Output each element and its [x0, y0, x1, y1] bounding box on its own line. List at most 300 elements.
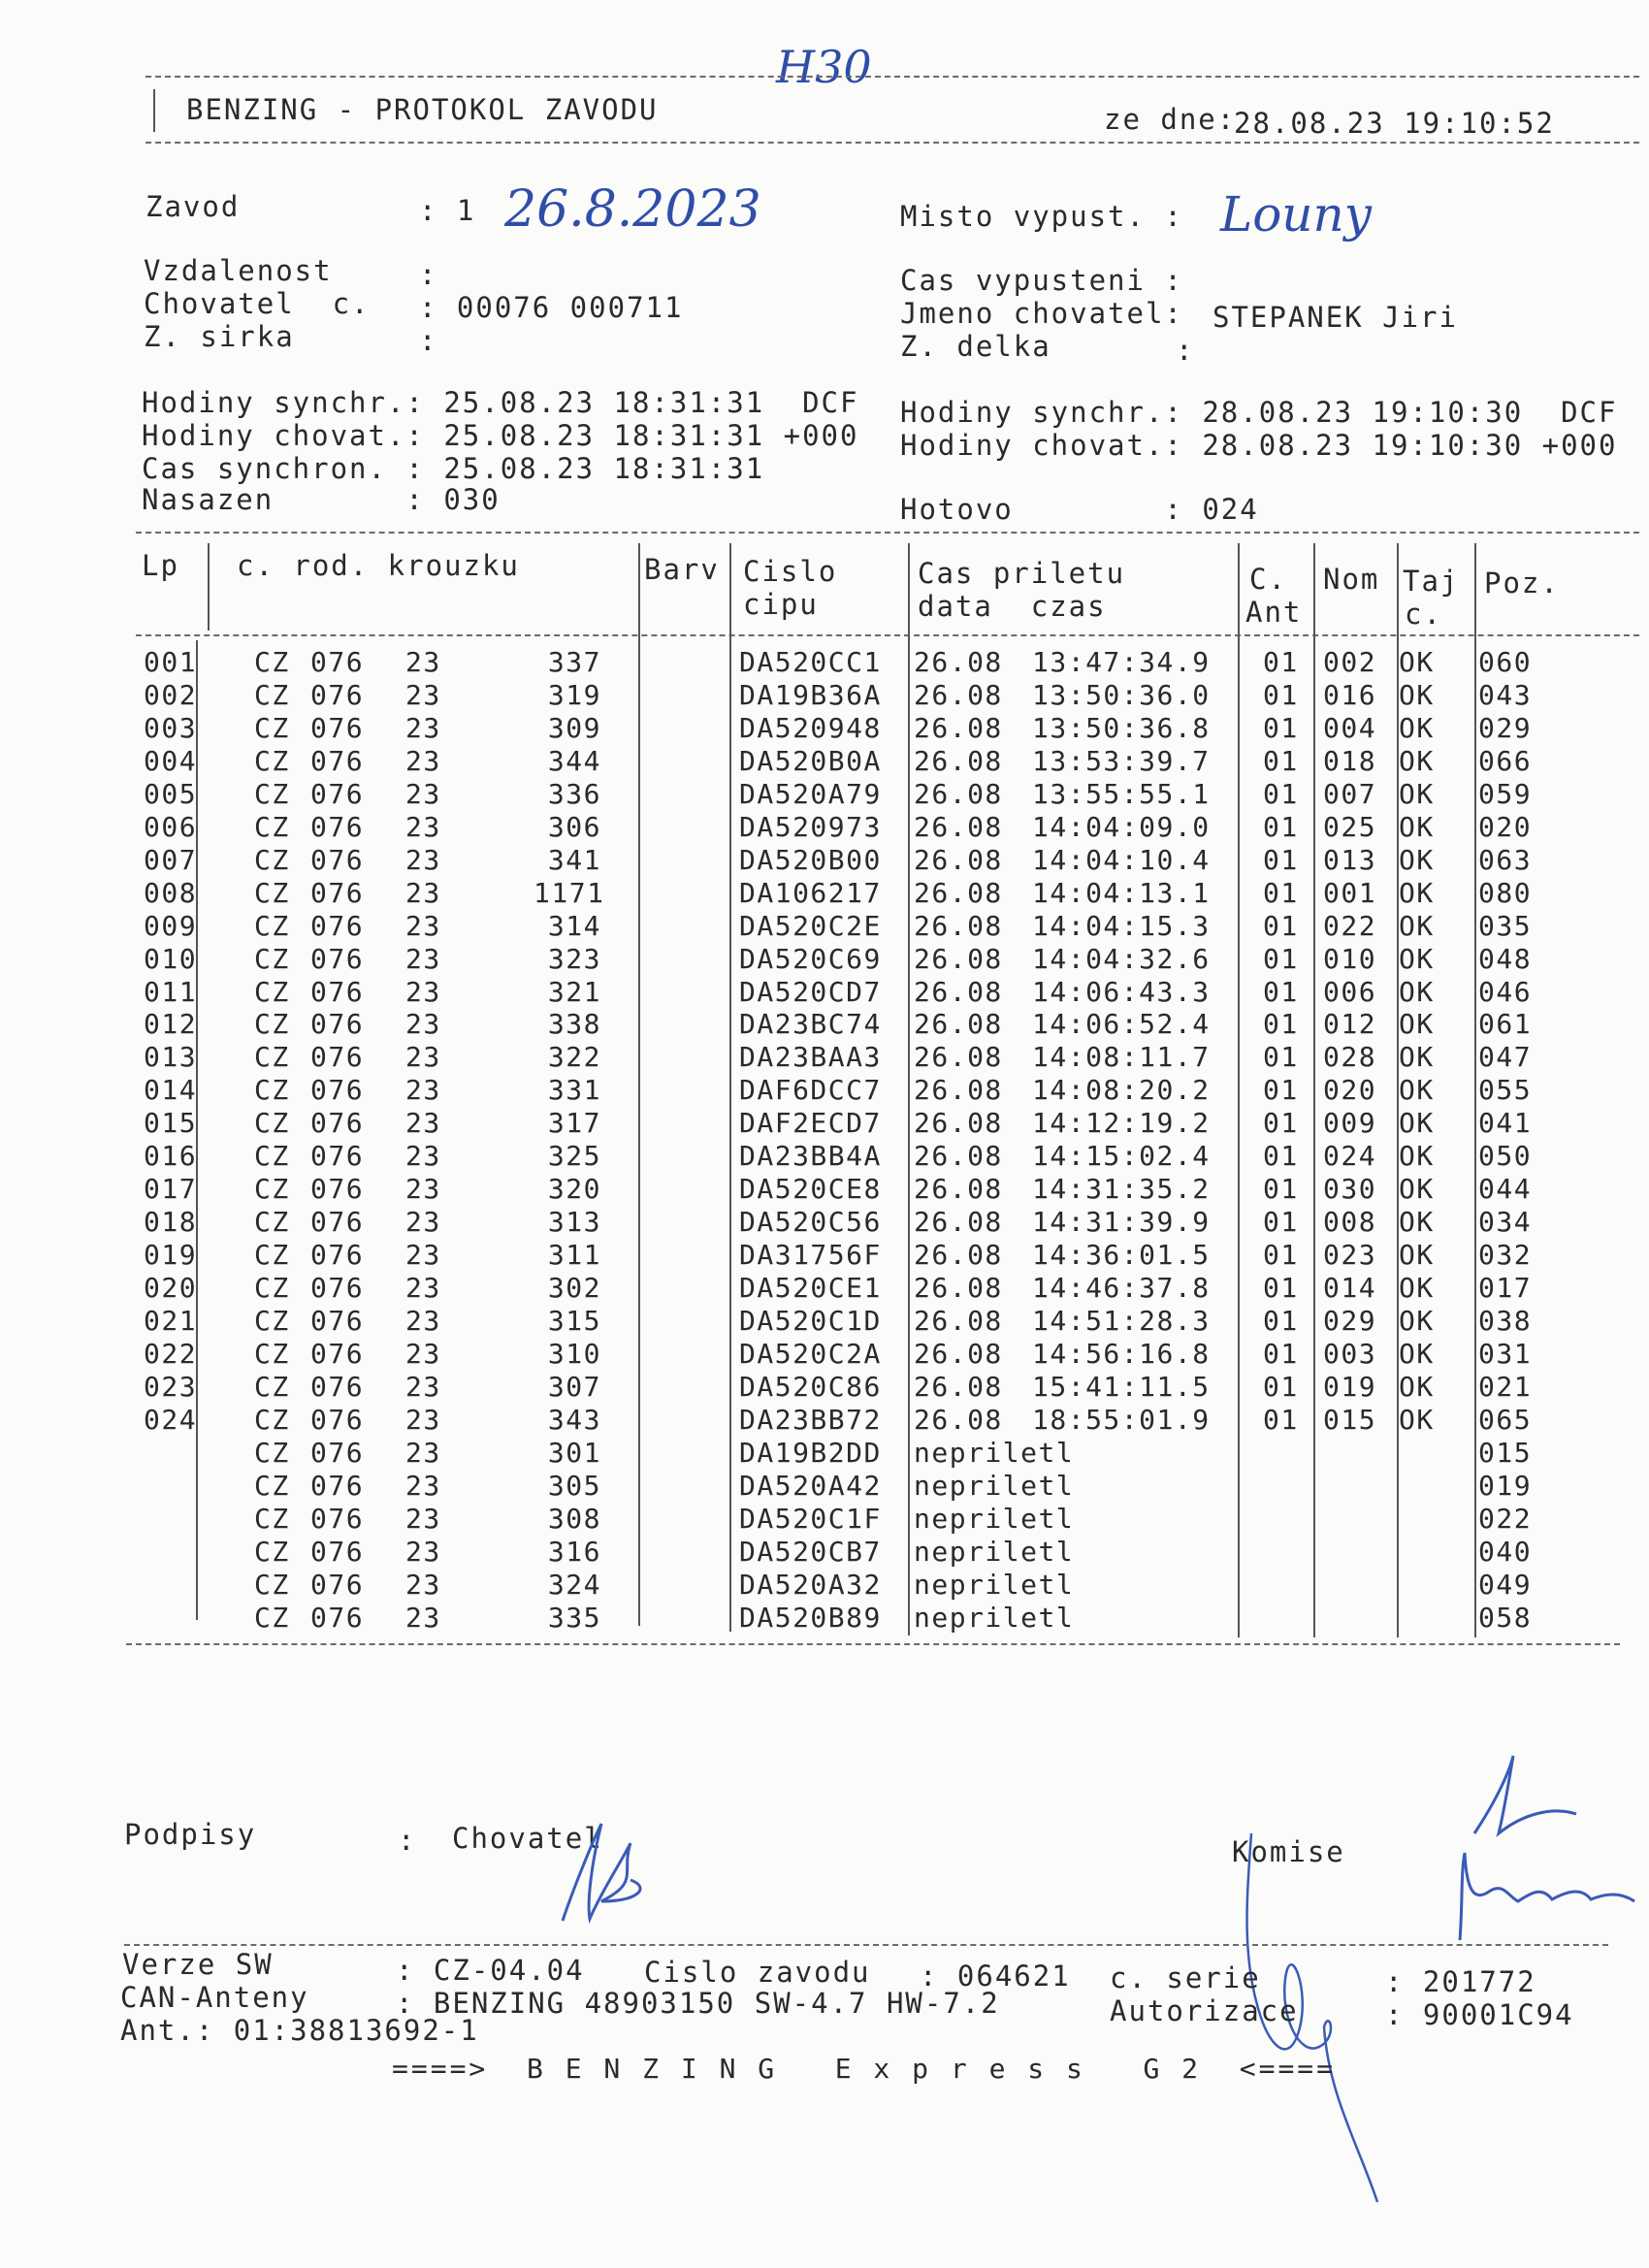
sync-left-line2: Hodiny chovat.: 25.08.23 18:31:31 +000: [142, 419, 859, 452]
verze-label: Verze SW: [122, 1948, 274, 1981]
row-nom: 028: [1323, 1041, 1377, 1074]
sync-left-line3: Cas synchron. : 25.08.23 18:31:31: [142, 452, 765, 485]
row-country: CZ: [254, 1008, 290, 1041]
table-row: [0, 943, 1649, 976]
row-year: 23: [405, 843, 441, 876]
row-country: CZ: [254, 1173, 290, 1206]
row-org: 076: [310, 646, 365, 678]
row-time: 13:55:55.1: [1032, 777, 1211, 810]
row-date: 26.08: [914, 810, 1003, 843]
table-row: [0, 1503, 1649, 1536]
row-position: 043: [1478, 678, 1533, 711]
serie-value: : 201772: [1385, 1965, 1536, 1998]
row-antenna: 01: [1263, 711, 1299, 744]
row-nom: 003: [1323, 1337, 1377, 1370]
col-header-taj-c: c.: [1405, 598, 1442, 631]
row-date: nepriletl: [914, 1436, 1075, 1469]
row-ring-number: 313: [547, 1206, 601, 1239]
row-chip-id: DAF2ECD7: [739, 1107, 882, 1140]
row-taj: OK: [1399, 843, 1435, 876]
table-row: [0, 1602, 1649, 1635]
delka-value: :: [1176, 334, 1195, 367]
row-ring-number: 335: [547, 1601, 601, 1634]
row-lp: 018: [144, 1206, 198, 1239]
row-nom: 012: [1323, 1008, 1377, 1041]
row-taj: OK: [1399, 646, 1435, 678]
row-ring-number: 1171: [534, 876, 605, 909]
cislo-zavodu-label: Cislo zavodu: [644, 1956, 871, 1989]
row-date: 26.08: [914, 678, 1003, 711]
row-date: 26.08: [914, 1008, 1003, 1041]
row-country: CZ: [254, 1074, 290, 1107]
row-country: CZ: [254, 1239, 290, 1272]
row-org: 076: [310, 1107, 365, 1140]
header-left-bar: [153, 89, 155, 132]
row-position: 032: [1478, 1239, 1533, 1272]
row-lp: 006: [144, 810, 198, 843]
cas-vypusteni-label: Cas vypusteni :: [900, 264, 1183, 297]
row-time: 14:12:19.2: [1032, 1107, 1211, 1140]
row-nom: 002: [1323, 646, 1377, 678]
table-row: [0, 1206, 1649, 1239]
row-position: 050: [1478, 1140, 1533, 1173]
row-antenna: 01: [1263, 646, 1299, 678]
row-org: 076: [310, 1568, 365, 1601]
row-position: 040: [1478, 1535, 1533, 1568]
row-time: 14:04:32.6: [1032, 942, 1211, 975]
autorizace-value: : 90001C94: [1385, 1998, 1574, 2031]
row-ring-number: 309: [547, 711, 601, 744]
row-year: 23: [405, 1502, 441, 1535]
row-lp: 007: [144, 843, 198, 876]
row-org: 076: [310, 942, 365, 975]
row-taj: OK: [1399, 942, 1435, 975]
header-top-rule: [146, 76, 1639, 78]
row-position: 041: [1478, 1107, 1533, 1140]
row-org: 076: [310, 711, 365, 744]
col-header-c: C.: [1249, 563, 1287, 596]
row-lp: 002: [144, 678, 198, 711]
row-org: 076: [310, 843, 365, 876]
row-ring-number: 338: [547, 1008, 601, 1041]
row-year: 23: [405, 1436, 441, 1469]
row-org: 076: [310, 1074, 365, 1107]
row-date: 26.08: [914, 744, 1003, 777]
row-year: 23: [405, 711, 441, 744]
row-date: 26.08: [914, 1370, 1003, 1403]
row-year: 23: [405, 1074, 441, 1107]
table-row: [0, 1437, 1649, 1470]
row-position: 019: [1478, 1469, 1533, 1502]
row-chip-id: DA19B36A: [739, 678, 882, 711]
row-country: CZ: [254, 711, 290, 744]
row-org: 076: [310, 1206, 365, 1239]
col-header-data-czas: data czas: [918, 590, 1107, 623]
footer-top-rule: [124, 1944, 1608, 1946]
row-position: 048: [1478, 942, 1533, 975]
row-time: 14:08:20.2: [1032, 1074, 1211, 1107]
row-org: 076: [310, 1601, 365, 1634]
row-year: 23: [405, 1140, 441, 1173]
row-antenna: 01: [1263, 1239, 1299, 1272]
row-org: 076: [310, 1239, 365, 1272]
row-taj: OK: [1399, 1107, 1435, 1140]
table-row: [0, 1008, 1649, 1041]
row-chip-id: DA23BC74: [739, 1008, 882, 1041]
vzdalenost-value: :: [419, 258, 438, 291]
row-chip-id: DA520A42: [739, 1469, 882, 1502]
benzing-banner: ====> B E N Z I N G E x p r e s s G 2 <====: [392, 2053, 1337, 2085]
sync-right-line4: Hotovo : 024: [900, 493, 1259, 526]
row-time: 14:46:37.8: [1032, 1272, 1211, 1305]
col-header-poz: Poz.: [1484, 567, 1560, 599]
row-position: 059: [1478, 777, 1533, 810]
row-org: 076: [310, 1173, 365, 1206]
row-year: 23: [405, 1173, 441, 1206]
row-antenna: 01: [1263, 1403, 1299, 1436]
row-year: 23: [405, 1403, 441, 1436]
sirka-label: Z. sirka: [144, 320, 295, 353]
table-row: [0, 1371, 1649, 1404]
row-year: 23: [405, 744, 441, 777]
table-row: [0, 1338, 1649, 1371]
row-position: 021: [1478, 1370, 1533, 1403]
row-org: 076: [310, 1008, 365, 1041]
row-taj: OK: [1399, 1272, 1435, 1305]
col-header-barv: Barv: [644, 553, 720, 586]
row-country: CZ: [254, 744, 290, 777]
row-time: 14:51:28.3: [1032, 1305, 1211, 1337]
row-country: CZ: [254, 1436, 290, 1469]
row-date: nepriletl: [914, 1469, 1075, 1502]
row-taj: OK: [1399, 810, 1435, 843]
table-row: [0, 1140, 1649, 1173]
row-time: 13:47:34.9: [1032, 646, 1211, 678]
row-antenna: 01: [1263, 678, 1299, 711]
row-ring-number: 323: [547, 942, 601, 975]
row-year: 23: [405, 1601, 441, 1634]
row-chip-id: DA520948: [739, 711, 882, 744]
row-nom: 006: [1323, 975, 1377, 1008]
row-chip-id: DA23BAA3: [739, 1041, 882, 1074]
table-row: [0, 1074, 1649, 1107]
row-org: 076: [310, 777, 365, 810]
can-anteny-value: : BENZING 48903150 SW-4.7 HW-7.2: [396, 1987, 1000, 2020]
row-year: 23: [405, 1337, 441, 1370]
row-org: 076: [310, 1370, 365, 1403]
row-chip-id: DA520973: [739, 810, 882, 843]
row-taj: OK: [1399, 1173, 1435, 1206]
col-header-ring: c. rod. krouzku: [237, 549, 520, 582]
row-nom: 018: [1323, 744, 1377, 777]
row-country: CZ: [254, 1568, 290, 1601]
row-nom: 015: [1323, 1403, 1377, 1436]
row-time: 14:04:09.0: [1032, 810, 1211, 843]
row-year: 23: [405, 909, 441, 942]
col-header-lp: Lp: [142, 549, 179, 582]
row-ring-number: 337: [547, 646, 601, 678]
row-org: 076: [310, 1535, 365, 1568]
row-date: 26.08: [914, 975, 1003, 1008]
row-lp: 017: [144, 1173, 198, 1206]
row-position: 034: [1478, 1206, 1533, 1239]
row-lp: 020: [144, 1272, 198, 1305]
row-org: 076: [310, 1140, 365, 1173]
row-lp: 005: [144, 777, 198, 810]
row-taj: OK: [1399, 1074, 1435, 1107]
row-year: 23: [405, 1568, 441, 1601]
table-row: [0, 1107, 1649, 1140]
row-taj: OK: [1399, 1140, 1435, 1173]
table-row: [0, 1173, 1649, 1206]
row-year: 23: [405, 1370, 441, 1403]
row-org: 076: [310, 1337, 365, 1370]
table-row: [0, 1041, 1649, 1074]
row-country: CZ: [254, 1535, 290, 1568]
row-position: 029: [1478, 711, 1533, 744]
misto-vypust-label: Misto vypust. :: [900, 200, 1183, 233]
row-lp: 003: [144, 711, 198, 744]
row-country: CZ: [254, 1140, 290, 1173]
row-ring-number: 311: [547, 1239, 601, 1272]
row-time: 13:50:36.8: [1032, 711, 1211, 744]
row-year: 23: [405, 1239, 441, 1272]
report-date-value: 28.08.23 19:10:52: [1234, 107, 1555, 140]
cislo-zavodu-value: : 064621: [920, 1960, 1071, 1993]
signature-komise-label: Komise: [1232, 1835, 1345, 1868]
row-year: 23: [405, 942, 441, 975]
row-position: 055: [1478, 1074, 1533, 1107]
row-position: 063: [1478, 843, 1533, 876]
row-taj: OK: [1399, 1008, 1435, 1041]
row-lp: 008: [144, 876, 198, 909]
signatures-label: Podpisy: [124, 1818, 257, 1851]
row-time: 14:04:13.1: [1032, 876, 1211, 909]
row-date: nepriletl: [914, 1502, 1075, 1535]
handwritten-release-place: Louny: [1220, 186, 1372, 243]
row-chip-id: DA520C1F: [739, 1502, 882, 1535]
row-lp: 024: [144, 1403, 198, 1436]
row-chip-id: DA520B00: [739, 843, 882, 876]
handwritten-race-number: H30: [776, 41, 872, 93]
row-nom: 004: [1323, 711, 1377, 744]
row-taj: OK: [1399, 1041, 1435, 1074]
row-time: 14:04:15.3: [1032, 909, 1211, 942]
row-org: 076: [310, 1469, 365, 1502]
row-time: 14:06:52.4: [1032, 1008, 1211, 1041]
row-time: 15:41:11.5: [1032, 1370, 1211, 1403]
row-org: 076: [310, 909, 365, 942]
row-antenna: 01: [1263, 1008, 1299, 1041]
row-antenna: 01: [1263, 942, 1299, 975]
row-taj: OK: [1399, 876, 1435, 909]
row-antenna: 01: [1263, 843, 1299, 876]
row-taj: OK: [1399, 1370, 1435, 1403]
row-ring-number: 319: [547, 678, 601, 711]
row-nom: 030: [1323, 1173, 1377, 1206]
row-position: 017: [1478, 1272, 1533, 1305]
row-ring-number: 310: [547, 1337, 601, 1370]
row-ring-number: 331: [547, 1074, 601, 1107]
row-ring-number: 314: [547, 909, 601, 942]
row-date: 26.08: [914, 1337, 1003, 1370]
row-lp: 015: [144, 1107, 198, 1140]
row-antenna: 01: [1263, 1272, 1299, 1305]
col-header-taj: Taj: [1403, 565, 1460, 598]
row-country: CZ: [254, 1502, 290, 1535]
row-nom: 023: [1323, 1239, 1377, 1272]
row-date: 26.08: [914, 1173, 1003, 1206]
row-year: 23: [405, 810, 441, 843]
sync-right-line2: Hodiny chovat.: 28.08.23 19:10:30 +000: [900, 429, 1618, 462]
row-year: 23: [405, 975, 441, 1008]
row-ring-number: 336: [547, 777, 601, 810]
row-antenna: 01: [1263, 1041, 1299, 1074]
row-time: 14:36:01.5: [1032, 1239, 1211, 1272]
row-date: 26.08: [914, 843, 1003, 876]
table-row: [0, 1569, 1649, 1602]
sync-left-line1: Hodiny synchr.: 25.08.23 18:31:31 DCF: [142, 386, 859, 419]
row-year: 23: [405, 1008, 441, 1041]
row-country: CZ: [254, 843, 290, 876]
table-row: [0, 745, 1649, 778]
row-date: 26.08: [914, 909, 1003, 942]
row-chip-id: DA31756F: [739, 1239, 882, 1272]
row-country: CZ: [254, 810, 290, 843]
row-country: CZ: [254, 1469, 290, 1502]
row-position: 058: [1478, 1601, 1533, 1634]
table-row: [0, 778, 1649, 811]
row-ring-number: 305: [547, 1469, 601, 1502]
row-year: 23: [405, 1041, 441, 1074]
row-taj: OK: [1399, 744, 1435, 777]
row-date: 26.08: [914, 1239, 1003, 1272]
row-position: 049: [1478, 1568, 1533, 1601]
row-nom: 016: [1323, 678, 1377, 711]
row-nom: 020: [1323, 1074, 1377, 1107]
row-chip-id: DA520CD7: [739, 975, 882, 1008]
row-taj: OK: [1399, 1206, 1435, 1239]
row-antenna: 01: [1263, 1173, 1299, 1206]
table-row: [0, 811, 1649, 844]
row-date: 26.08: [914, 1206, 1003, 1239]
row-taj: OK: [1399, 678, 1435, 711]
row-time: 14:15:02.4: [1032, 1140, 1211, 1173]
row-time: 14:56:16.8: [1032, 1337, 1211, 1370]
row-year: 23: [405, 1107, 441, 1140]
table-row: [0, 1239, 1649, 1272]
row-taj: OK: [1399, 975, 1435, 1008]
row-country: CZ: [254, 1370, 290, 1403]
row-taj: OK: [1399, 711, 1435, 744]
row-position: 066: [1478, 744, 1533, 777]
row-lp: 001: [144, 646, 198, 678]
row-org: 076: [310, 876, 365, 909]
row-year: 23: [405, 646, 441, 678]
row-country: CZ: [254, 876, 290, 909]
row-lp: 021: [144, 1305, 198, 1337]
row-chip-id: DA520B89: [739, 1601, 882, 1634]
table-row: [0, 877, 1649, 910]
row-lp: 010: [144, 942, 198, 975]
row-chip-id: DA520CE1: [739, 1272, 882, 1305]
table-row: [0, 1305, 1649, 1338]
table-top-rule: [136, 532, 1639, 534]
row-antenna: 01: [1263, 1305, 1299, 1337]
chovatel-value: : 00076 000711: [419, 291, 684, 324]
row-time: 14:31:39.9: [1032, 1206, 1211, 1239]
row-ring-number: 315: [547, 1305, 601, 1337]
row-antenna: 01: [1263, 777, 1299, 810]
row-position: 022: [1478, 1502, 1533, 1535]
row-year: 23: [405, 1272, 441, 1305]
row-time: 14:31:35.2: [1032, 1173, 1211, 1206]
row-country: CZ: [254, 678, 290, 711]
row-chip-id: DA520C2E: [739, 909, 882, 942]
row-chip-id: DA520C86: [739, 1370, 882, 1403]
row-antenna: 01: [1263, 909, 1299, 942]
row-ring-number: 302: [547, 1272, 601, 1305]
row-country: CZ: [254, 1206, 290, 1239]
row-date: 26.08: [914, 1403, 1003, 1436]
row-chip-id: DA106217: [739, 876, 882, 909]
row-date: 26.08: [914, 1272, 1003, 1305]
row-lp: 019: [144, 1239, 198, 1272]
row-org: 076: [310, 975, 365, 1008]
row-chip-id: DA520A79: [739, 777, 882, 810]
signatures-colon: :: [398, 1824, 417, 1857]
table-bottom-rule: [126, 1643, 1620, 1645]
col-divider: [208, 543, 210, 631]
row-ring-number: 316: [547, 1535, 601, 1568]
sirka-value: :: [419, 324, 438, 357]
row-chip-id: DA520C1D: [739, 1305, 882, 1337]
row-country: CZ: [254, 646, 290, 678]
row-ring-number: 321: [547, 975, 601, 1008]
row-ring-number: 301: [547, 1436, 601, 1469]
row-position: 038: [1478, 1305, 1533, 1337]
row-antenna: 01: [1263, 975, 1299, 1008]
row-lp: 013: [144, 1041, 198, 1074]
row-time: 14:06:43.3: [1032, 975, 1211, 1008]
zavod-label: Zavod: [146, 190, 241, 223]
row-chip-id: DA520CC1: [739, 646, 882, 678]
row-date: 26.08: [914, 1305, 1003, 1337]
row-position: 061: [1478, 1008, 1533, 1041]
row-org: 076: [310, 1305, 365, 1337]
row-year: 23: [405, 876, 441, 909]
serie-label: c. serie: [1110, 1961, 1261, 1994]
row-lp: 004: [144, 744, 198, 777]
table-row: [0, 646, 1649, 679]
row-ring-number: 317: [547, 1107, 601, 1140]
committee-signature-top: [1455, 1746, 1581, 1843]
row-ring-number: 320: [547, 1173, 601, 1206]
jmeno-value: STEPANEK Jiri: [1212, 301, 1458, 334]
row-nom: 007: [1323, 777, 1377, 810]
row-taj: OK: [1399, 1337, 1435, 1370]
signature-chovatel-label: Chovatel: [452, 1822, 603, 1855]
row-lp: 023: [144, 1370, 198, 1403]
row-year: 23: [405, 1305, 441, 1337]
table-row: [0, 844, 1649, 877]
row-date: nepriletl: [914, 1568, 1075, 1601]
handwritten-race-date: 26.8.2023: [504, 180, 761, 239]
row-antenna: 01: [1263, 744, 1299, 777]
autorizace-label: Autorizace: [1110, 1994, 1299, 2027]
row-antenna: 01: [1263, 876, 1299, 909]
row-chip-id: DA520C2A: [739, 1337, 882, 1370]
